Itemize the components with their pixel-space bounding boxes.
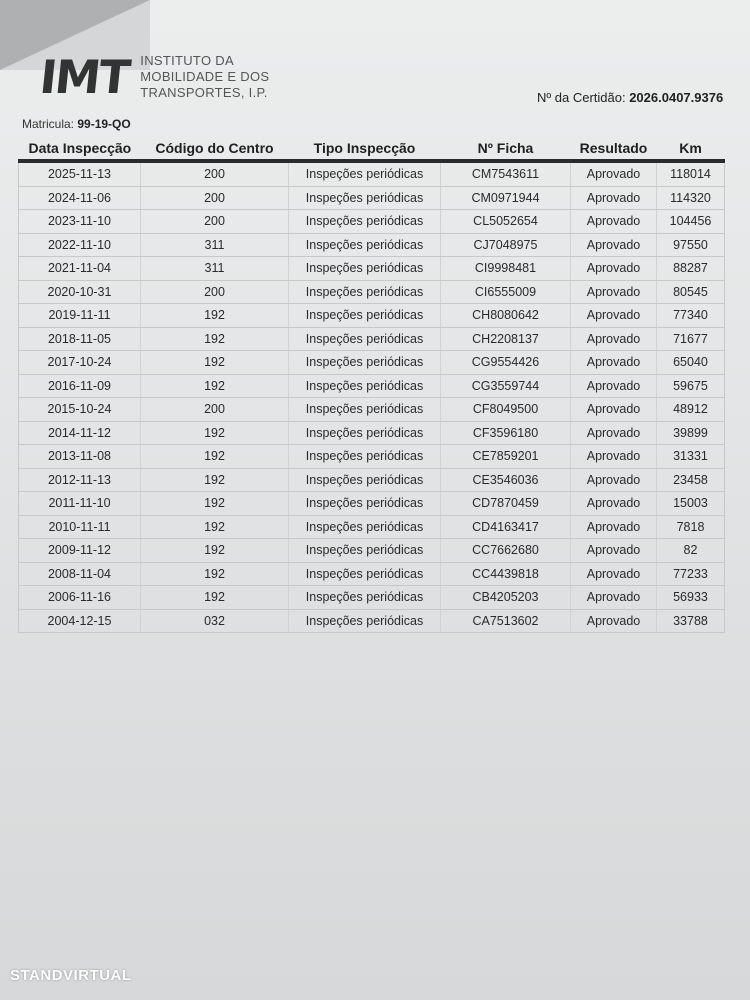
cell-km: 77340: [657, 304, 725, 328]
cell-center: 200: [141, 398, 289, 422]
cell-date: 2012-11-13: [19, 468, 141, 492]
cell-type: Inspeções periódicas: [289, 186, 441, 210]
cell-km: 80545: [657, 280, 725, 304]
cell-date: 2008-11-04: [19, 562, 141, 586]
cell-date: 2013-11-08: [19, 445, 141, 469]
cell-ficha: CH8080642: [441, 304, 571, 328]
table-row: [19, 327, 725, 351]
cell-date: 2006-11-16: [19, 586, 141, 610]
cell-date: 2022-11-10: [19, 233, 141, 257]
cell-type: Inspeções periódicas: [289, 210, 441, 234]
table-row: [19, 421, 725, 445]
cell-ficha: CA7513602: [441, 609, 571, 633]
cell-ficha: CI9998481: [441, 257, 571, 281]
cell-result: Aprovado: [571, 492, 657, 516]
cell-ficha: CH2208137: [441, 327, 571, 351]
plate-value: 99-19-QO: [77, 117, 131, 131]
cell-result: Aprovado: [571, 445, 657, 469]
table-row: [19, 280, 725, 304]
table-row: [19, 398, 725, 422]
cell-date: 2016-11-09: [19, 374, 141, 398]
cell-ficha: CD7870459: [441, 492, 571, 516]
cell-result: Aprovado: [571, 351, 657, 375]
cell-result: Aprovado: [571, 562, 657, 586]
column-header-center: Código do Centro: [141, 137, 289, 161]
institute-line-2: MOBILIDADE E DOS: [140, 69, 270, 84]
certificate-label: Nº da Certidão:: [537, 90, 626, 105]
cell-km: 59675: [657, 374, 725, 398]
cell-center: 192: [141, 492, 289, 516]
table-header-row: [19, 137, 725, 161]
table-row: [19, 233, 725, 257]
cell-type: Inspeções periódicas: [289, 161, 441, 186]
cell-km: 104456: [657, 210, 725, 234]
table-row: [19, 257, 725, 281]
cell-type: Inspeções periódicas: [289, 233, 441, 257]
cell-result: Aprovado: [571, 586, 657, 610]
table-row: [19, 210, 725, 234]
cell-center: 192: [141, 515, 289, 539]
cell-result: Aprovado: [571, 304, 657, 328]
cell-center: 200: [141, 210, 289, 234]
cell-km: 71677: [657, 327, 725, 351]
cell-date: 2018-11-05: [19, 327, 141, 351]
plate-label: Matricula:: [22, 117, 75, 131]
cell-date: 2025-11-13: [19, 161, 141, 186]
table-row: [19, 492, 725, 516]
cell-type: Inspeções periódicas: [289, 445, 441, 469]
cell-center: 311: [141, 233, 289, 257]
cell-result: Aprovado: [571, 186, 657, 210]
cell-center: 200: [141, 161, 289, 186]
table-row: [19, 186, 725, 210]
cell-km: 56933: [657, 586, 725, 610]
certificate-number: [537, 90, 723, 105]
cell-type: Inspeções periódicas: [289, 468, 441, 492]
cell-result: Aprovado: [571, 398, 657, 422]
cell-type: Inspeções periódicas: [289, 374, 441, 398]
column-header-km: Km: [657, 137, 725, 161]
cell-center: 032: [141, 609, 289, 633]
cell-type: Inspeções periódicas: [289, 515, 441, 539]
cell-km: 7818: [657, 515, 725, 539]
cell-date: 2015-10-24: [19, 398, 141, 422]
cell-result: Aprovado: [571, 609, 657, 633]
cell-ficha: CG3559744: [441, 374, 571, 398]
cell-date: 2019-11-11: [19, 304, 141, 328]
cell-date: 2020-10-31: [19, 280, 141, 304]
cell-center: 192: [141, 586, 289, 610]
column-header-type: Tipo Inspecção: [289, 137, 441, 161]
cell-result: Aprovado: [571, 468, 657, 492]
table-row: [19, 374, 725, 398]
cell-km: 31331: [657, 445, 725, 469]
cell-date: 2021-11-04: [19, 257, 141, 281]
cell-km: 23458: [657, 468, 725, 492]
cell-center: 192: [141, 421, 289, 445]
table-row: [19, 562, 725, 586]
cell-result: Aprovado: [571, 210, 657, 234]
cell-type: Inspeções periódicas: [289, 351, 441, 375]
cell-ficha: CE3546036: [441, 468, 571, 492]
cell-ficha: CJ7048975: [441, 233, 571, 257]
cell-result: Aprovado: [571, 161, 657, 186]
cell-center: 192: [141, 374, 289, 398]
table-row: [19, 304, 725, 328]
cell-date: 2009-11-12: [19, 539, 141, 563]
cell-date: 2010-11-11: [19, 515, 141, 539]
cell-km: 77233: [657, 562, 725, 586]
cell-km: 33788: [657, 609, 725, 633]
cell-ficha: CD4163417: [441, 515, 571, 539]
cell-type: Inspeções periódicas: [289, 609, 441, 633]
institute-line-3: TRANSPORTES, I.P.: [140, 85, 268, 100]
cell-ficha: CM0971944: [441, 186, 571, 210]
institute-line-1: INSTITUTO DA: [140, 53, 234, 68]
cell-date: 2004-12-15: [19, 609, 141, 633]
cell-date: 2023-11-10: [19, 210, 141, 234]
institute-name: [140, 53, 269, 101]
imt-logo-mark: IMT: [37, 50, 132, 104]
cell-ficha: CI6555009: [441, 280, 571, 304]
cell-type: Inspeções periódicas: [289, 327, 441, 351]
cell-ficha: CC4439818: [441, 562, 571, 586]
cell-center: 192: [141, 445, 289, 469]
cell-ficha: CB4205203: [441, 586, 571, 610]
cell-result: Aprovado: [571, 280, 657, 304]
table-row: [19, 445, 725, 469]
cell-result: Aprovado: [571, 374, 657, 398]
cell-km: 65040: [657, 351, 725, 375]
cell-center: 192: [141, 304, 289, 328]
standvirtual-watermark: STANDVIRTUAL: [10, 967, 132, 984]
cell-result: Aprovado: [571, 327, 657, 351]
cell-ficha: CC7662680: [441, 539, 571, 563]
cell-result: Aprovado: [571, 233, 657, 257]
cell-ficha: CL5052654: [441, 210, 571, 234]
cell-km: 88287: [657, 257, 725, 281]
cell-type: Inspeções periódicas: [289, 492, 441, 516]
table-row: [19, 515, 725, 539]
certificate-value: 2026.0407.9376: [629, 90, 724, 105]
column-header-date: Data Inspecção: [19, 137, 141, 161]
cell-date: 2014-11-12: [19, 421, 141, 445]
cell-center: 192: [141, 327, 289, 351]
table-row: [19, 161, 725, 186]
cell-result: Aprovado: [571, 421, 657, 445]
cell-ficha: CE7859201: [441, 445, 571, 469]
cell-type: Inspeções periódicas: [289, 304, 441, 328]
cell-date: 2011-11-10: [19, 492, 141, 516]
cell-type: Inspeções periódicas: [289, 398, 441, 422]
cell-km: 118014: [657, 161, 725, 186]
cell-result: Aprovado: [571, 539, 657, 563]
cell-type: Inspeções periódicas: [289, 562, 441, 586]
cell-date: 2024-11-06: [19, 186, 141, 210]
cell-km: 114320: [657, 186, 725, 210]
cell-type: Inspeções periódicas: [289, 280, 441, 304]
cell-result: Aprovado: [571, 257, 657, 281]
cell-center: 200: [141, 280, 289, 304]
cell-km: 39899: [657, 421, 725, 445]
license-plate: [22, 117, 131, 131]
cell-type: Inspeções periódicas: [289, 586, 441, 610]
cell-km: 48912: [657, 398, 725, 422]
table-row: [19, 586, 725, 610]
cell-date: 2017-10-24: [19, 351, 141, 375]
cell-type: Inspeções periódicas: [289, 257, 441, 281]
cell-center: 192: [141, 539, 289, 563]
cell-result: Aprovado: [571, 515, 657, 539]
cell-ficha: CF3596180: [441, 421, 571, 445]
cell-center: 192: [141, 468, 289, 492]
cell-ficha: CM7543611: [441, 161, 571, 186]
column-header-result: Resultado: [571, 137, 657, 161]
cell-center: 192: [141, 562, 289, 586]
column-header-ficha: Nº Ficha: [441, 137, 571, 161]
cell-ficha: CF8049500: [441, 398, 571, 422]
cell-center: 200: [141, 186, 289, 210]
cell-type: Inspeções periódicas: [289, 421, 441, 445]
cell-center: 311: [141, 257, 289, 281]
cell-km: 15003: [657, 492, 725, 516]
cell-ficha: CG9554426: [441, 351, 571, 375]
cell-km: 97550: [657, 233, 725, 257]
table-row: [19, 351, 725, 375]
table-row: [19, 609, 725, 633]
inspection-table: [18, 137, 725, 633]
imt-logo: [37, 50, 270, 104]
cell-km: 82: [657, 539, 725, 563]
table-row: [19, 468, 725, 492]
cell-type: Inspeções periódicas: [289, 539, 441, 563]
cell-center: 192: [141, 351, 289, 375]
table-row: [19, 539, 725, 563]
